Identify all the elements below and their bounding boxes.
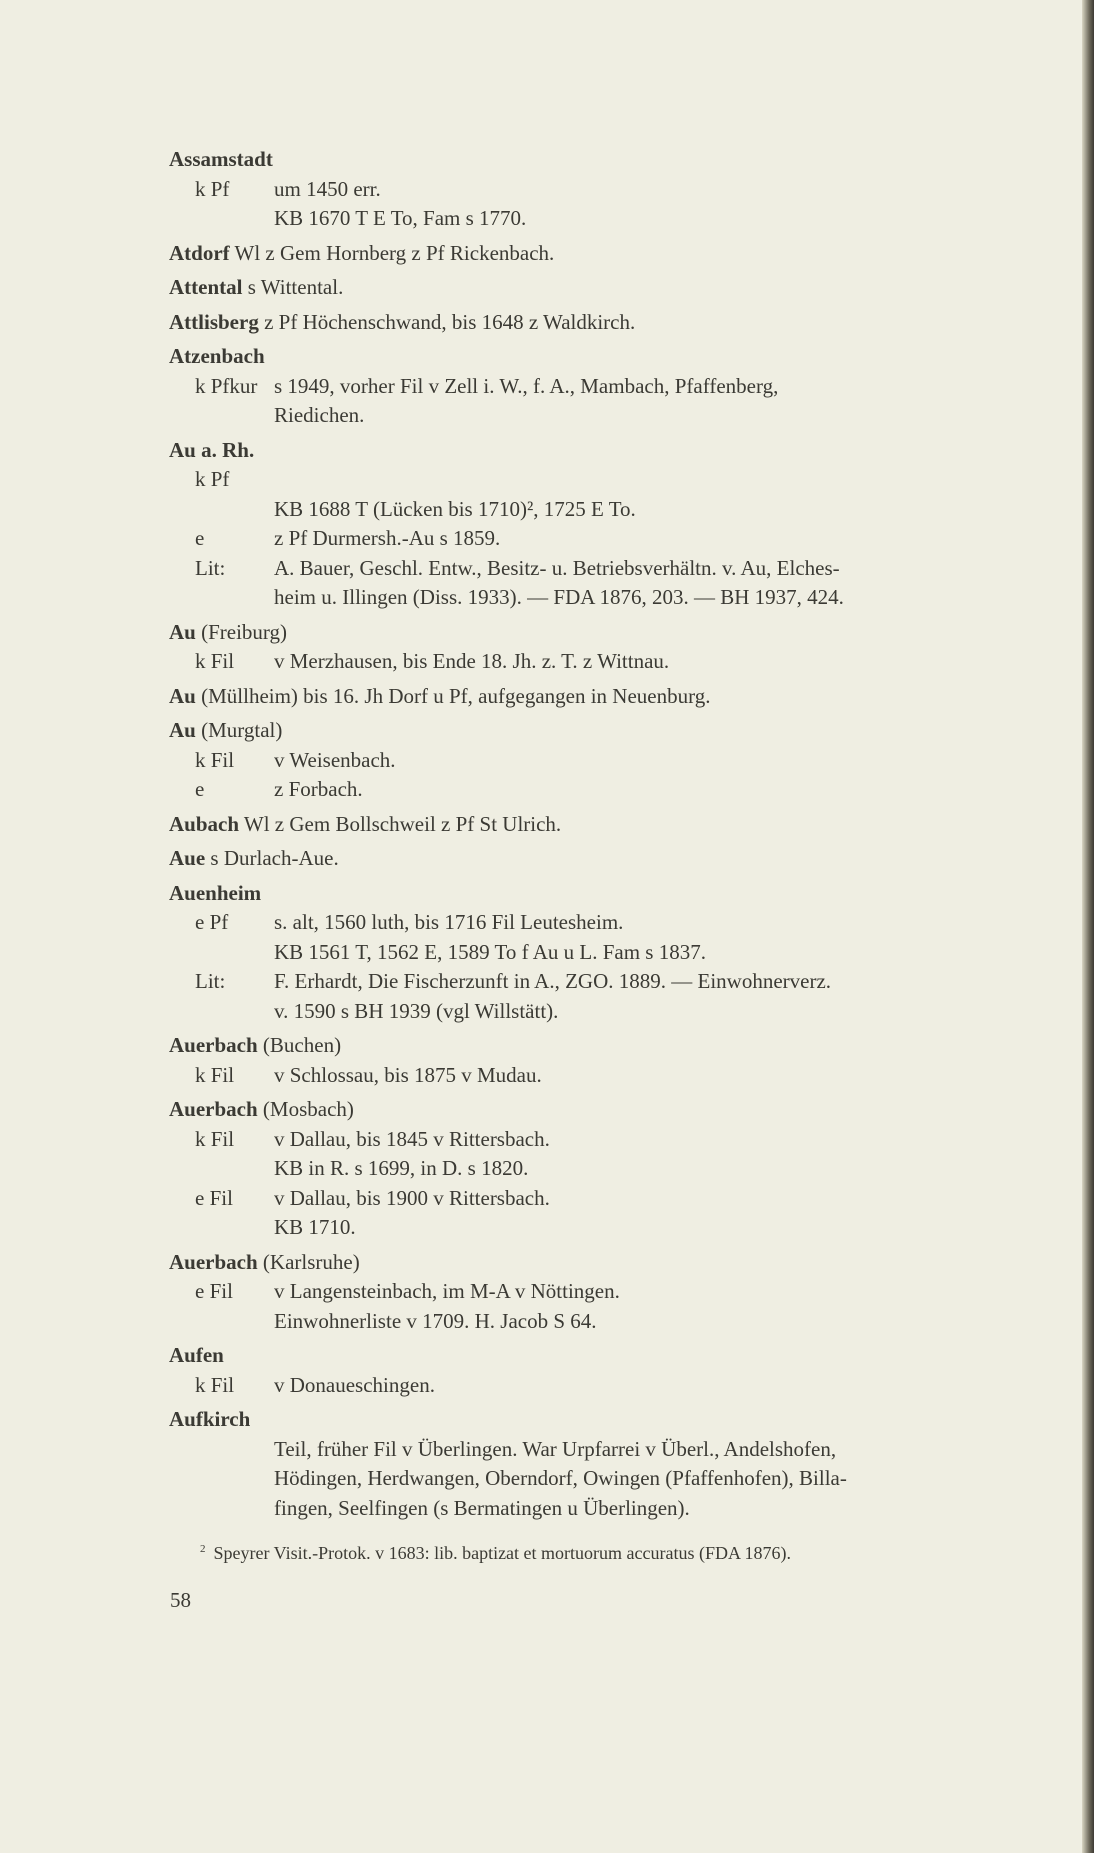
entry-row-line — [169, 967, 1074, 997]
entry-head-line — [169, 308, 1074, 338]
entry-row-line — [169, 1154, 1074, 1184]
entry — [169, 1031, 1074, 1090]
row-text: v. 1590 s BH 1939 (vgl Willstätt). — [274, 998, 559, 1023]
row-label: k Pf — [195, 176, 230, 201]
entry — [169, 682, 1074, 712]
entry-head-line — [169, 273, 1074, 303]
entry-row-line — [169, 1125, 1074, 1155]
entry — [169, 342, 1074, 431]
entry-headword: Atzenbach — [169, 344, 265, 368]
row-label: k Fil — [195, 1372, 235, 1397]
entry-headword: Attental — [169, 275, 243, 299]
entry-head-line — [169, 1405, 1074, 1435]
entry-row-line — [169, 1277, 1074, 1307]
entry-row-line — [169, 997, 1074, 1027]
entry-head-line — [169, 1248, 1074, 1278]
entry-row-line — [169, 554, 1074, 584]
entry — [169, 308, 1074, 338]
row-text: um 1450 err. — [274, 176, 381, 201]
entry-head-line — [169, 618, 1074, 648]
entry-headword: Aufen — [169, 1343, 224, 1367]
row-text: v Weisenbach. — [274, 747, 396, 772]
row-text: Riedichen. — [274, 403, 365, 427]
entry-headword: Au — [169, 619, 196, 644]
entry — [169, 1405, 1074, 1523]
row-text: Hödingen, Herdwangen, Oberndorf, Owingen (Pfaffenhofen), Billa- — [274, 1466, 847, 1490]
row-label: Lit: — [195, 555, 226, 580]
entry — [169, 879, 1074, 1027]
entry-headword: Aubach — [169, 811, 240, 836]
entry-row-line — [169, 401, 1074, 431]
entry — [169, 273, 1074, 303]
entry-head-line — [169, 1341, 1074, 1371]
row-text: z Pf Durmersh.-Au s 1859. — [274, 526, 501, 550]
entry-row-line — [169, 746, 1074, 776]
entry-row-line — [169, 495, 1074, 525]
entry-headline-text: (Mosbach) — [262, 1097, 354, 1121]
entry — [169, 844, 1074, 874]
footnote-mark: 2 — [200, 1543, 206, 1555]
row-text: KB 1670 T E To, Fam s 1770. — [274, 206, 527, 230]
page-edge-shadow — [1082, 0, 1094, 1853]
entry-head-line — [169, 436, 1074, 466]
row-text: KB 1561 T, 1562 E, 1589 To f Au u L. Fam s 1837. — [274, 939, 706, 964]
row-label: e Pf — [195, 910, 229, 934]
entry-head-line — [169, 879, 1074, 909]
row-label: k Fil — [195, 1126, 235, 1151]
entry-row-line — [169, 1494, 1074, 1524]
row-text: v Merzhausen, bis Ende 18. Jh. z. T. z Wittnau. — [274, 649, 670, 673]
entry-head-line — [169, 844, 1074, 874]
entry-head-line — [169, 1031, 1074, 1061]
row-text: z Forbach. — [274, 777, 363, 801]
entry-head-line — [169, 682, 1074, 712]
entry-row-line — [169, 1213, 1074, 1243]
row-text: v Donaueschingen. — [274, 1372, 435, 1397]
entry-headline-text: s Durlach-Aue. — [210, 846, 339, 870]
row-text: F. Erhardt, Die Fischerzunft in A., ZGO. 1889. — Einwohnerverz. — [274, 969, 832, 993]
entry-row-line — [169, 1061, 1074, 1091]
entry — [169, 716, 1074, 805]
entry-row-line — [169, 372, 1074, 402]
entry-headword: Au — [169, 683, 196, 708]
entry-headword: Auerbach — [169, 1249, 258, 1274]
row-label: k Fil — [195, 649, 235, 673]
entry-head-line — [169, 145, 1074, 175]
entry-headword: Attlisberg — [169, 309, 259, 334]
entry-headline-text: (Karlsruhe) — [262, 1249, 360, 1274]
row-label: k Fil — [195, 747, 235, 772]
entry — [169, 810, 1074, 840]
entry — [169, 436, 1074, 613]
page-number: 58 — [170, 1588, 191, 1612]
entry-head-line — [169, 716, 1074, 746]
entry-row-line — [169, 775, 1074, 805]
entry-head-line — [169, 1095, 1074, 1125]
row-text: fingen, Seelfingen (s Bermatingen u Überlingen). — [274, 1495, 690, 1520]
entry-row-line — [169, 175, 1074, 205]
entry-headline-text: z Pf Höchenschwand, bis 1648 z Waldkirch. — [264, 309, 636, 334]
entry-headline-text: Wl z Gem Hornberg z Pf Rickenbach. — [234, 240, 555, 265]
entry-row-line — [169, 908, 1074, 938]
entry-headword: Auerbach — [169, 1097, 258, 1121]
entry-headword: Auerbach — [169, 1033, 258, 1057]
row-label: e — [195, 526, 205, 550]
entry-headword: Auenheim — [169, 880, 262, 905]
row-label: Lit: — [195, 969, 226, 993]
entry-row-line — [169, 465, 1074, 495]
entry-row-line — [169, 1307, 1074, 1337]
row-text: Teil, früher Fil v Überlingen. War Urpfarrei v Überl., Andelshofen, — [274, 1436, 837, 1461]
entry-headword: Au — [169, 718, 196, 742]
entry-row-line — [169, 583, 1074, 613]
entry-head-line — [169, 342, 1074, 372]
row-text: Einwohnerliste v 1709. H. Jacob S 64. — [274, 1308, 597, 1333]
entry-headword: Assamstadt — [169, 147, 273, 171]
entry-row-line — [169, 1371, 1074, 1401]
entry — [169, 239, 1074, 269]
entry — [169, 618, 1074, 677]
row-label: e Fil — [195, 1279, 233, 1303]
row-label: k Pfkur — [195, 373, 258, 398]
row-text: KB in R. s 1699, in D. s 1820. — [274, 1156, 529, 1180]
entry-row-line — [169, 1464, 1074, 1494]
entry — [169, 1248, 1074, 1337]
entry-headword: Atdorf — [169, 240, 230, 265]
row-text: A. Bauer, Geschl. Entw., Besitz- u. Betriebsverhältn. v. Au, Elches- — [274, 555, 840, 580]
entry-headline-text: Wl z Gem Bollschweil z Pf St Ulrich. — [243, 811, 562, 836]
entry-head-line — [169, 810, 1074, 840]
entry-headline-text: (Freiburg) — [201, 619, 288, 644]
row-text: s. alt, 1560 luth, bis 1716 Fil Leutesheim. — [274, 910, 624, 934]
row-label: k Fil — [195, 1062, 235, 1087]
entry-headword: Aufkirch — [169, 1407, 251, 1431]
footnote — [200, 1543, 791, 1564]
entry-headline-text: (Buchen) — [262, 1033, 342, 1057]
row-text: heim u. Illingen (Diss. 1933). — FDA 1876, 203. — BH 1937, 424. — [274, 585, 844, 609]
entry-row-line — [169, 204, 1074, 234]
entry-headline-text: s Wittental. — [247, 275, 344, 299]
row-text: v Schlossau, bis 1875 v Mudau. — [274, 1062, 542, 1087]
gazetteer-entries — [169, 145, 1074, 1528]
entry-row-line — [169, 1184, 1074, 1214]
entry-row-line — [169, 938, 1074, 968]
row-text: KB 1710. — [274, 1215, 356, 1239]
row-text: s 1949, vorher Fil v Zell i. W., f. A., Mambach, Pfaffenberg, — [274, 373, 779, 398]
entry-head-line — [169, 239, 1074, 269]
row-label: e — [195, 777, 205, 801]
entry — [169, 145, 1074, 234]
entry-headword: Au a. Rh. — [169, 437, 255, 462]
entry-headword: Aue — [169, 846, 206, 870]
row-label: e Fil — [195, 1185, 233, 1210]
entry — [169, 1341, 1074, 1400]
entry-row-line — [169, 647, 1074, 677]
entry-headline-text: (Müllheim) bis 16. Jh Dorf u Pf, aufgegangen in Neuenburg. — [201, 683, 711, 708]
footnote-text: Speyrer Visit.-Protok. v 1683: lib. baptizat et mortuorum accuratus (FDA 1876). — [213, 1543, 791, 1563]
entry-row-line — [169, 524, 1074, 554]
row-label: k Pf — [195, 467, 230, 491]
entry-headline-text: (Murgtal) — [201, 718, 283, 742]
row-text: v Dallau, bis 1900 v Rittersbach. — [274, 1185, 550, 1210]
row-text: KB 1688 T (Lücken bis 1710)², 1725 E To. — [274, 496, 636, 521]
entry-row-line — [169, 1435, 1074, 1465]
entry — [169, 1095, 1074, 1243]
row-text: v Dallau, bis 1845 v Rittersbach. — [274, 1126, 550, 1151]
row-text: v Langensteinbach, im M-A v Nöttingen. — [274, 1279, 620, 1303]
